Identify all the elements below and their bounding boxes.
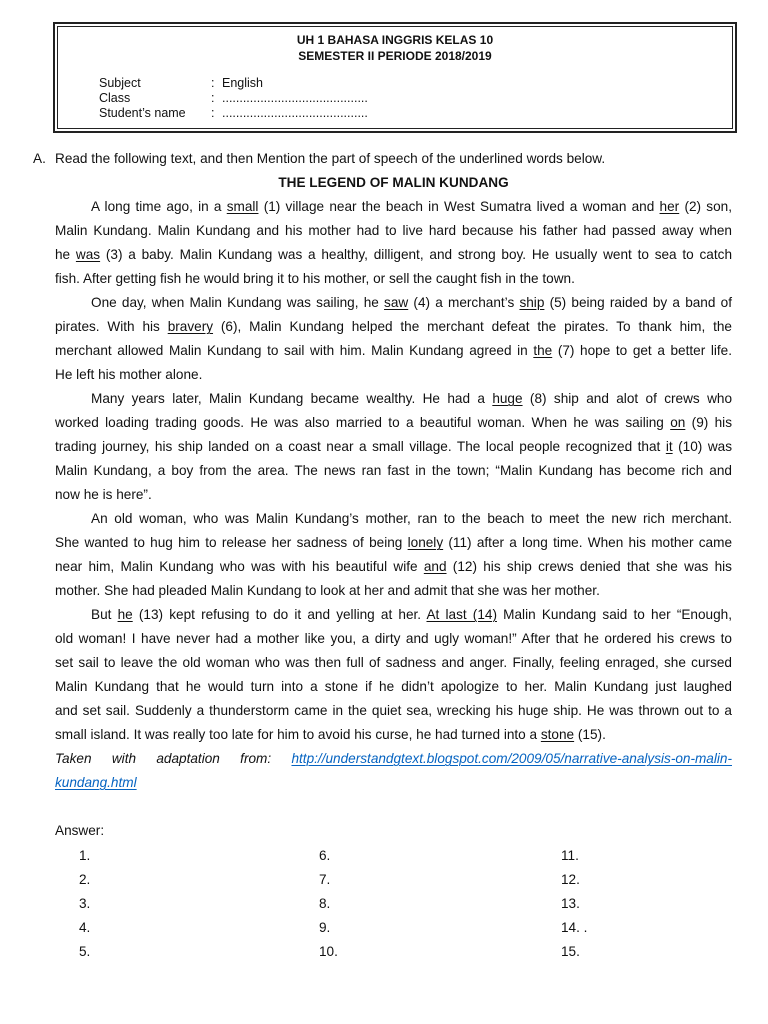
- text-run: Malin Kundang said to her “Enough,: [497, 607, 732, 622]
- paragraph-line: [55, 507, 732, 531]
- underlined-word: small: [226, 199, 259, 214]
- exam-title: UH 1 BAHASA INGGRIS KELAS 10: [296, 33, 494, 47]
- text-run: near him, Malin Kundang who was with his beautiful wife: [55, 559, 424, 574]
- instruction-number: A.: [33, 151, 46, 166]
- text-run: mother. She had pleaded Malin Kundang to look at her and admit that she was her mother.: [55, 583, 600, 598]
- underlined-word: her: [659, 199, 680, 214]
- answer-number: 10.: [319, 944, 338, 959]
- paragraph-line: [55, 363, 732, 387]
- text-run: worked loading trading goods. He was also married to a beautiful woman. When he was sailing: [55, 415, 671, 430]
- text-run: (8) ship and alot of crews who: [522, 391, 733, 406]
- paragraph-line: [55, 675, 732, 699]
- text-run: fish. After getting fish he would bring it to his mother, or sell the caught fish in the town.: [55, 271, 575, 286]
- answer-number: 14. .: [561, 920, 588, 935]
- paragraph: [55, 195, 732, 291]
- paragraph-line: [55, 243, 732, 267]
- paragraph-line: [55, 459, 732, 483]
- paragraph-line: [55, 555, 732, 579]
- paragraph-line: [55, 291, 732, 315]
- text-run: She wanted to hug him to release her sadness of being: [55, 535, 408, 550]
- field-colon: :: [211, 91, 215, 105]
- source-line: [55, 771, 732, 795]
- text-run: pirates. With his: [55, 319, 168, 334]
- source-prefix: Taken with adaptation from:: [55, 751, 272, 766]
- text-run: (3) a baby. Malin Kundang was a healthy, dilligent, and strong boy. He usually went to sea to catch: [100, 247, 732, 262]
- text-run: merchant allowed Malin Kundang to sail with him. Malin Kundang agreed in: [55, 343, 534, 358]
- paragraph-line: [55, 651, 732, 675]
- underlined-word: he: [117, 607, 133, 622]
- paragraph-line: [55, 483, 732, 507]
- underlined-word: bravery: [167, 319, 214, 334]
- instruction-text: Read the following text, and then Mention the part of speech of the underlined words below.: [55, 151, 606, 166]
- underlined-word: ship: [519, 295, 545, 310]
- text-run: He left his mother alone.: [55, 367, 203, 382]
- paragraph-line: [55, 195, 732, 219]
- text-run: An old woman, who was Malin Kundang’s mother, ran to the beach to meet the new rich merchant.: [91, 511, 732, 526]
- text-run: old woman! I have never had a mother like you, a dirty and ugly woman!” After that he ordered his crews to: [55, 631, 732, 646]
- passage-body: [55, 195, 732, 747]
- underlined-word: on: [670, 415, 686, 430]
- paragraph-line: [55, 531, 732, 555]
- answer-number: 9.: [319, 920, 331, 935]
- text-run: (6), Malin Kundang helped the merchant defeat the pirates. To thank him, the: [213, 319, 732, 334]
- text-run: small island. It was really too late for him to avoid his curse, he had turned into a: [55, 727, 541, 742]
- field-value-blank: ..........................................: [222, 91, 368, 105]
- field-class: [0, 91, 768, 106]
- text-run: (1) village near the beach in West Sumatra lived a woman and: [258, 199, 660, 214]
- source-link-continued[interactable]: kundang.html: [55, 775, 137, 790]
- paragraph: [55, 291, 732, 387]
- paragraph-line: [55, 603, 732, 627]
- text-run: set sail to leave the old woman who was then full of sadness and anger. Finally, feeling enraged, she cursed: [55, 655, 732, 670]
- answer-number: 8.: [319, 896, 331, 911]
- text-run: Malin Kundang that he would turn into a stone if he didn’t apologize to her. Malin Kundang just laughed: [55, 679, 732, 694]
- answer-number: 13.: [561, 896, 580, 911]
- paragraph-line: [55, 339, 732, 363]
- field-colon: :: [211, 76, 215, 90]
- paragraph-line: [55, 387, 732, 411]
- passage-title: THE LEGEND OF MALIN KUNDANG: [278, 175, 509, 190]
- underlined-word: lonely: [407, 535, 444, 550]
- paragraph-line: [55, 315, 732, 339]
- text-run: (11) after a long time. When his mother came: [443, 535, 732, 550]
- text-run: (5) being raided by a band of: [544, 295, 732, 310]
- answer-label: Answer:: [55, 823, 105, 838]
- paragraph-line: [55, 579, 732, 603]
- text-run: trading journey, his ship landed on a coast near a small village. The local people recognized that: [55, 439, 666, 454]
- text-run: A long time ago, in a: [91, 199, 227, 214]
- source-line: [55, 747, 732, 771]
- text-run: (9) his: [685, 415, 732, 430]
- answer-number: 5.: [79, 944, 91, 959]
- answer-number: 1.: [79, 848, 91, 863]
- field-label: Subject: [99, 76, 141, 90]
- text-run: But: [91, 607, 118, 622]
- field-subject: [0, 76, 768, 91]
- text-run: Many years later, Malin Kundang became wealthy. He had a: [91, 391, 493, 406]
- exam-subtitle: SEMESTER II PERIODE 2018/2019: [298, 49, 492, 63]
- underlined-word: saw: [384, 295, 409, 310]
- source-citation: [55, 747, 732, 795]
- source-link[interactable]: http://understandgtext.blogspot.com/2009/05/narrative-analysis-on-malin-: [291, 751, 732, 766]
- field-value: English: [222, 76, 263, 90]
- text-run: (15).: [574, 727, 606, 742]
- paragraph-line: [55, 435, 732, 459]
- text-run: Malin Kundang. Malin Kundang and his mother had to live hard because his father had passed away when: [55, 223, 732, 238]
- text-run: (12) his ship crews denied that she was his: [446, 559, 732, 574]
- answer-number: 3.: [79, 896, 91, 911]
- text-run: now he is here”.: [55, 487, 152, 502]
- paragraph-line: [55, 219, 732, 243]
- text-run: One day, when Malin Kundang was sailing, he: [91, 295, 385, 310]
- answer-number: 12.: [561, 872, 580, 887]
- answer-number: 6.: [319, 848, 331, 863]
- underlined-word: At last (14): [426, 607, 497, 622]
- field-label: Student’s name: [99, 106, 186, 120]
- paragraph-line: [55, 627, 732, 651]
- paragraph: [55, 507, 732, 603]
- field-student-name: [0, 106, 768, 121]
- underlined-word: was: [75, 247, 101, 262]
- field-colon: :: [211, 106, 215, 120]
- paragraph: [55, 387, 732, 507]
- paragraph-line: [55, 699, 732, 723]
- text-run: (10) was: [672, 439, 732, 454]
- text-run: (13) kept refusing to do it and yelling at her.: [132, 607, 427, 622]
- answer-number: 7.: [319, 872, 331, 887]
- text-run: (2) son,: [679, 199, 732, 214]
- text-run: (7) hope to get a better life.: [552, 343, 732, 358]
- underlined-word: stone: [540, 727, 575, 742]
- answer-number: 2.: [79, 872, 91, 887]
- answer-number: 11.: [561, 848, 579, 863]
- paragraph-line: [55, 267, 732, 291]
- underlined-word: the: [533, 343, 553, 358]
- paragraph: [55, 603, 732, 747]
- answer-number: 4.: [79, 920, 91, 935]
- text-run: Malin Kundang, a boy from the area. The news ran fast in the town; “Malin Kundang has become rich and: [55, 463, 732, 478]
- text-run: he: [55, 247, 76, 262]
- field-value-blank: ..........................................: [222, 106, 368, 120]
- underlined-word: it: [665, 439, 673, 454]
- text-run: (4) a merchant’s: [408, 295, 520, 310]
- underlined-word: huge: [492, 391, 523, 406]
- field-label: Class: [99, 91, 131, 105]
- underlined-word: and: [423, 559, 447, 574]
- answer-number: 15.: [561, 944, 580, 959]
- paragraph-line: [55, 723, 732, 747]
- text-run: and set sail. Suddenly a thunderstorm came in the quiet sea, wrecking his huge ship. He was thrown out to a: [55, 703, 732, 718]
- paragraph-line: [55, 411, 732, 435]
